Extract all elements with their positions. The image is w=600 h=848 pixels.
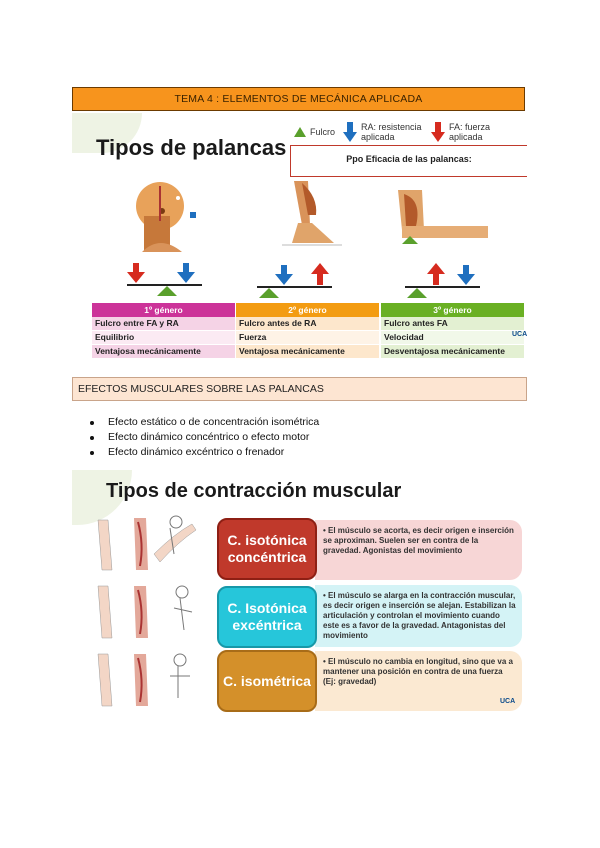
bullet-icon bbox=[90, 451, 94, 455]
arm-elbow-illustration bbox=[392, 186, 492, 246]
contraction-description: • El músculo se acorta, es decir origen e inserción se aproximan. Suelen ser en contra de la gravedad. Agonistas del movimiento bbox=[315, 520, 522, 580]
fulcrum-triangle-icon bbox=[294, 127, 306, 137]
legend-eficacia-box bbox=[290, 145, 527, 177]
ra-arrow-down-icon bbox=[343, 122, 357, 142]
genre-row: Fuerza bbox=[236, 331, 379, 345]
genre-row: Fulcro entre FA y RA bbox=[92, 317, 235, 331]
bullet-list bbox=[90, 415, 319, 460]
list-item bbox=[90, 415, 319, 430]
contraction-description: • El músculo no cambia en longitud, sino que va a mantener una posición en contra de una fuerza (Ej: gravedad) bbox=[315, 651, 522, 711]
slide-title: Tipos de palancas bbox=[96, 135, 287, 160]
genre-row: Ventajosa mecánicamente bbox=[236, 345, 379, 359]
section-header-text: EFECTOS MUSCULARES SOBRE LAS PALANCAS bbox=[78, 383, 324, 395]
list-item-text: Efecto dinámico concéntrico o efecto motor bbox=[108, 431, 310, 443]
section-header-tema bbox=[72, 87, 525, 111]
contraction-description: • El músculo se alarga en la contracción muscular, es decir origen e inserción se alejan. Estabilizan la articulación y controlan el movimiento cuando este es a favor de la gravedad. Antagonistas del movimiento bbox=[315, 585, 522, 647]
list-item bbox=[90, 430, 319, 445]
bullet-icon bbox=[90, 436, 94, 440]
genre-header: 3º género bbox=[381, 303, 524, 317]
fa-arrow-down-icon bbox=[431, 122, 445, 142]
isometric-arm-illustration bbox=[94, 650, 209, 710]
list-item-text: Efecto estático o de concentración isométrica bbox=[108, 416, 320, 428]
concentric-arm-illustration bbox=[94, 514, 209, 574]
genre-row: Fulcro antes de RA bbox=[236, 317, 379, 331]
list-item bbox=[90, 445, 319, 460]
contraction-type-concentric: C. isotónica concéntrica bbox=[217, 518, 317, 580]
lever-3-diagram bbox=[405, 263, 490, 303]
eficacia-label: Ppo Eficacia de las palancas: bbox=[346, 154, 472, 164]
slide-title: Tipos de contracción muscular bbox=[106, 480, 402, 502]
legend bbox=[290, 115, 527, 177]
genre-table-2 bbox=[236, 303, 379, 359]
genre-row: Fulcro antes FA bbox=[381, 317, 524, 331]
leg-foot-illustration bbox=[272, 181, 352, 261]
legend-fulcro-label: Fulcro bbox=[310, 127, 336, 137]
contraction-type-isometric: C. isométrica bbox=[217, 650, 317, 712]
genre-row: Desventajosa mecánicamente bbox=[381, 345, 524, 359]
genre-header: 2º género bbox=[236, 303, 379, 317]
list-item-text: Efecto dinámico excéntrico o frenador bbox=[108, 446, 285, 458]
eccentric-arm-illustration bbox=[94, 582, 209, 642]
lever-2-diagram bbox=[257, 263, 342, 303]
section-header-text: TEMA 4 : ELEMENTOS DE MECÁNICA APLICADA bbox=[174, 93, 423, 105]
uca-logo: UCA bbox=[512, 331, 527, 338]
contraction-type-eccentric: C. Isotónica excéntrica bbox=[217, 586, 317, 648]
slide-tipos-contraccion bbox=[72, 470, 527, 715]
lever-1-diagram bbox=[127, 261, 207, 301]
uca-logo: UCA bbox=[500, 698, 516, 705]
genre-header: 1º género bbox=[92, 303, 235, 317]
legend-ra-label: RA: resistencia aplicada bbox=[361, 122, 422, 142]
genre-row: Equilibrio bbox=[92, 331, 235, 345]
genre-row: Ventajosa mecánicamente bbox=[92, 345, 235, 359]
bullet-icon bbox=[90, 421, 94, 425]
genre-table-1 bbox=[92, 303, 235, 359]
slide-tipos-palancas bbox=[72, 113, 527, 375]
section-header-efectos bbox=[72, 377, 527, 401]
head-neck-illustration bbox=[122, 176, 207, 256]
legend-fa-label: FA: fuerza aplicada bbox=[449, 122, 491, 142]
genre-row: Velocidad bbox=[381, 331, 524, 345]
genre-table-3 bbox=[381, 303, 524, 359]
